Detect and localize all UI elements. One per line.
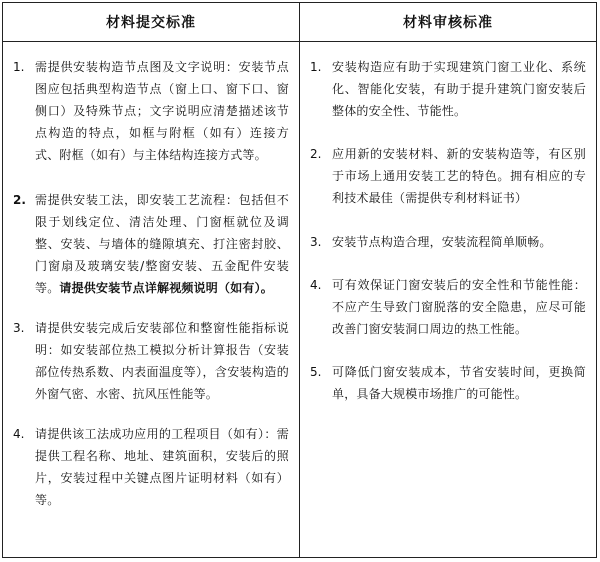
- item-number: 1.: [310, 60, 322, 74]
- submission-cell: [3, 42, 300, 558]
- item-number: 3.: [13, 321, 25, 335]
- item-number: 2.: [310, 147, 322, 161]
- review-cell: [300, 42, 597, 558]
- item-text-wrapper: [35, 189, 289, 299]
- item-text: 需提供安装工法，即安装工艺流程：包括但不限于划线定位、清洁处理、门窗框就位及调整、安装、与墙体的缝隙填充、打注密封胶、门窗扇及玻璃安装/整窗安装、五金配件安装等。: [35, 193, 289, 295]
- list-item: [11, 423, 289, 511]
- item-text: 请提供安装完成后安装部位和整窗性能指标说明：如安装部位热工模拟分析计算报告（安装部位传热系数、内表面温度等），含安装构造的外窗气密、水密、抗风压性能等。: [35, 321, 289, 401]
- header-review-standard: 材料审核标准: [300, 3, 597, 42]
- item-text: 可降低门窗安装成本，节省安装时间，更换简单，具备大规模市场推广的可能性。: [332, 365, 586, 401]
- header-row: [3, 3, 597, 42]
- item-text: 需提供安装构造节点图及文字说明：安装节点图应包括典型构造节点（窗上口、窗下口、窗侧口）及特殊节点；文字说明应清楚描述该节点构造的特点，如框与附框（如有）连接方式、附框（如有）与主体结构连接方式等。: [35, 60, 289, 162]
- list-item: [11, 317, 289, 405]
- list-item: [308, 361, 586, 405]
- content-row: [3, 42, 597, 558]
- list-item: [308, 56, 586, 122]
- standards-table: [2, 2, 597, 558]
- item-text: 可有效保证门窗安装后的安全性和节能性能：不应产生导致门窗脱落的安全隐患，应尽可能改善门窗安装洞口周边的热工性能。: [332, 278, 586, 336]
- item-text: 安装构造应有助于实现建筑门窗工业化、系统化、智能化安装，有助于提升建筑门窗安装后整体的安全性、节能性。: [332, 60, 586, 118]
- item-text: 安装节点构造合理，安装流程简单顺畅。: [332, 235, 552, 249]
- item-number: 5.: [310, 365, 322, 379]
- item-number: 4.: [310, 278, 322, 292]
- list-item: [11, 189, 289, 299]
- item-text: 应用新的安装材料、新的安装构造等，有区别于市场上通用安装工艺的特色。拥有相应的专利技术最佳（需提供专利材料证书）: [332, 147, 586, 205]
- item-text: 请提供该工法成功应用的工程项目（如有）：需提供工程名称、地址、建筑面积，安装后的照片，安装过程中关键点图片证明材料（如有）等。: [35, 427, 289, 507]
- list-item: [308, 143, 586, 209]
- list-item: [308, 274, 586, 340]
- item-number: 4.: [13, 427, 25, 441]
- item-number: 3.: [310, 235, 322, 249]
- item-bold-text: 请提供安装节点详解视频说明（如有）。: [59, 281, 274, 295]
- header-submission-standard: 材料提交标准: [3, 3, 300, 42]
- list-item: [308, 231, 586, 253]
- list-item: [11, 56, 289, 166]
- item-number: 2.: [13, 193, 26, 207]
- item-number: 1.: [13, 60, 25, 74]
